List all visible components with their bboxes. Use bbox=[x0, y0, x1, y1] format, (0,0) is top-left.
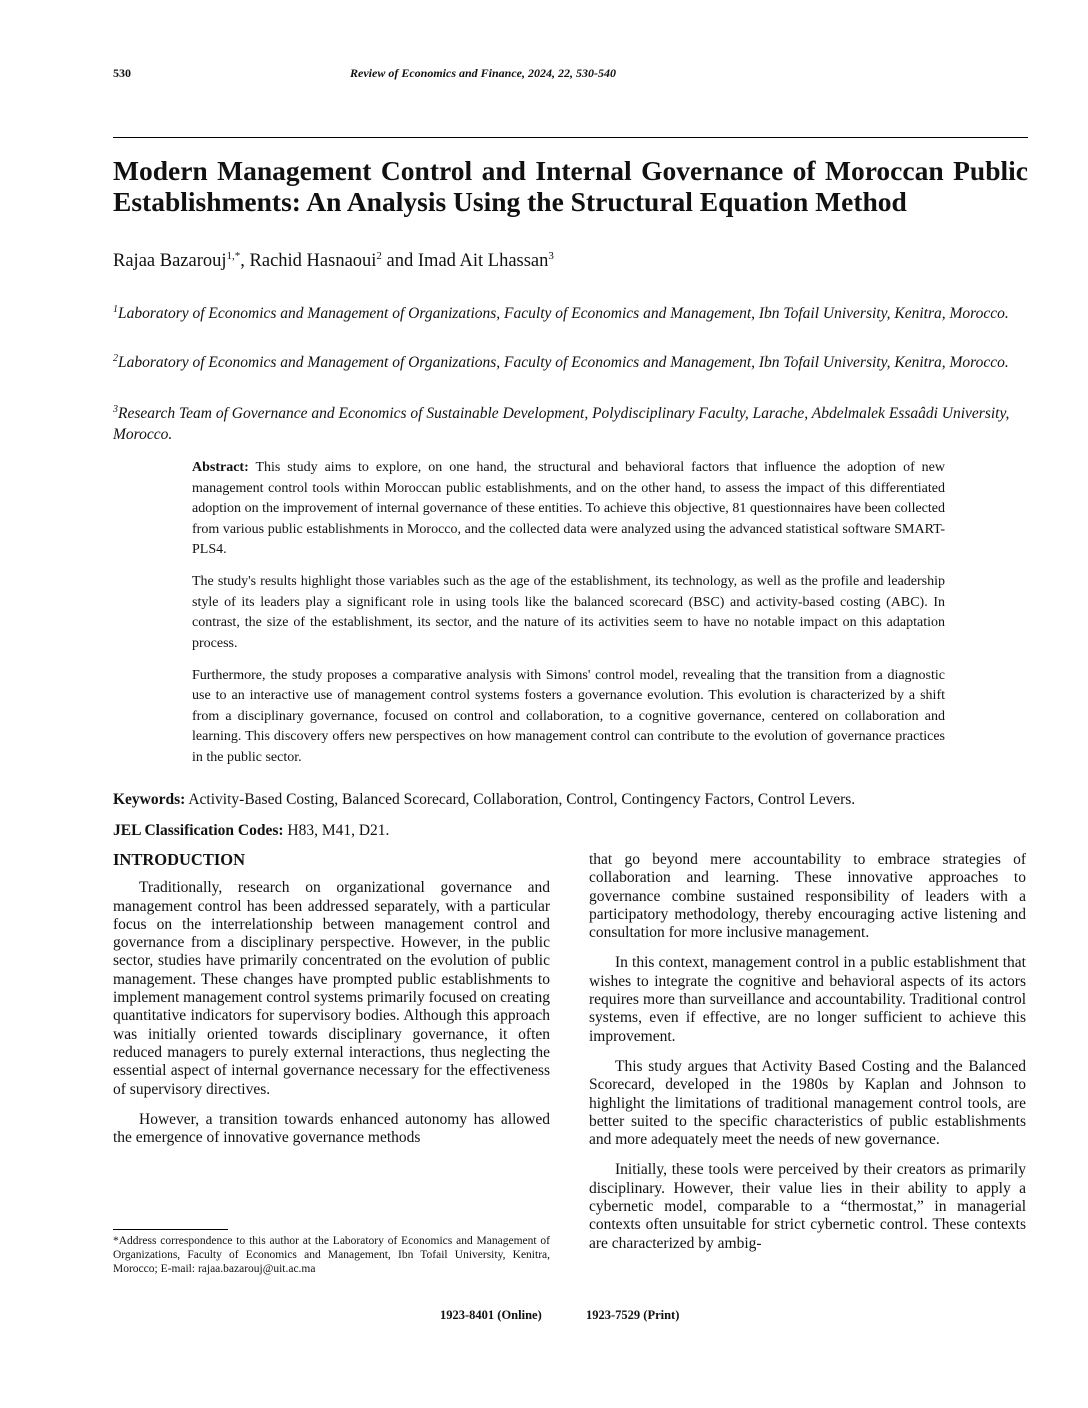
body-paragraph: Initially, these tools were perceived by their creators as primarily disciplinary. However, their value lies in their ability to apply a cybernetic model, comparable to a “thermostat,” in managerial contexts often unsuitable for strict cybernetic control. These contexts are characterized by ambig- bbox=[589, 1161, 1026, 1252]
keywords-label: Keywords: bbox=[113, 791, 186, 808]
affiliation-text: Laboratory of Economics and Management of Organizations, Faculty of Economics and Management, Ibn Tofail University, Kenitra, Morocco. bbox=[118, 354, 1009, 372]
affiliation-2 bbox=[113, 348, 1028, 373]
author-separator: , bbox=[240, 251, 250, 272]
author-list bbox=[113, 250, 554, 272]
issn-online: 1923-8401 (Online) bbox=[440, 1308, 542, 1322]
body-paragraph: This study argues that Activity Based Costing and the Balanced Scorecard, developed in the 1980s by Kaplan and Johnson to highlight the limitations of traditional management control tools, are better suited to the specific characteristics of public establishments and more adequately meet the needs of new governance. bbox=[589, 1057, 1026, 1149]
affiliation-1 bbox=[113, 299, 1028, 324]
footnote-rule bbox=[113, 1229, 228, 1230]
body-column-left bbox=[113, 851, 550, 1159]
affiliation-text: Laboratory of Economics and Management of Organizations, Faculty of Economics and Management, Ibn Tofail University, Kenitra, Morocco. bbox=[118, 305, 1009, 323]
affiliation-text: Research Team of Governance and Economics of Sustainable Development, Polydisciplinary Faculty, Larache, Abdelmalek Essaâdi University, Morocco. bbox=[113, 405, 1010, 444]
issn-print: 1923-7529 (Print) bbox=[586, 1308, 680, 1322]
author-superscript: 3 bbox=[548, 250, 554, 262]
header-rule bbox=[113, 137, 1028, 138]
body-paragraph: Traditionally, research on organizational governance and management control has been addressed separately, with a particular focus on the interrelationship between management control and governance from a disciplinary perspective. However, in the public sector, studies have primarily concentrated on the evolution of public management. These changes have prompted public establishments to implement management control systems primarily focused on creating quantitative indicators for supervisory bodies. Although this approach was initially oriented towards disciplinary governance, it often reduced managers to purely external interactions, thus neglecting the essential aspect of internal governance necessary for the effectiveness of supervisory directives. bbox=[113, 879, 550, 1098]
abstract-paragraph: Furthermore, the study proposes a comparative analysis with Simons' control model, revealing that the transition from a diagnostic use to an interactive use of management control systems fosters a governance evolution. This evolution is characterized by a shift from a disciplinary governance, focused on control and collaboration, to a cognitive governance, centered on collaboration and learning. This discovery offers new perspectives on how management control can contribute to the evolution of governance practices in the public sector. bbox=[192, 667, 945, 765]
affiliation-superscript: 2 bbox=[113, 353, 118, 364]
body-paragraph: However, a transition towards enhanced autonomy has allowed the emergence of innovative governance methods bbox=[113, 1110, 550, 1147]
page-number: 530 bbox=[113, 66, 131, 80]
affiliation-superscript: 3 bbox=[113, 404, 118, 415]
jel-codes-text: H83, M41, D21. bbox=[287, 822, 390, 839]
abstract-paragraph bbox=[192, 458, 945, 561]
body-paragraph: In this context, management control in a public establishment that wishes to integrate the cognitive and behavioral aspects of its actors requires more than surveillance and accountability. Traditional control systems, even if effective, are no longer sufficient to achieve this improvement. bbox=[589, 954, 1026, 1045]
article-title: Modern Management Control and Internal Governance of Moroccan Public Establishments: An Analysis Using the Structural Equation Method bbox=[113, 155, 1028, 217]
affiliation-superscript: 1 bbox=[113, 304, 118, 315]
abstract bbox=[192, 458, 945, 780]
keywords-text: Activity-Based Costing, Balanced Scorecard, Collaboration, Control, Contingency Factors, Control Levers. bbox=[188, 791, 856, 808]
abstract-text: This study aims to explore, on one hand, the structural and behavioral factors that influence the adoption of new management control tools within Moroccan public establishments, and on the other hand, to assess the impact of this differentiated adoption on the improvement of internal governance of these entities. To achieve this objective, 81 questionnaires have been collected from various public establishments in Morocco, and the collected data were analyzed using the advanced statistical software SMART-PLS4. bbox=[192, 460, 946, 557]
author-superscript: 1,* bbox=[226, 250, 241, 262]
running-header-journal: Review of Economics and Finance, 2024, 22, 530-540 bbox=[350, 66, 616, 80]
abstract-label: Abstract: bbox=[192, 460, 249, 475]
body-column-right bbox=[589, 851, 1026, 1265]
correspondence-footnote: *Address correspondence to this author at the Laboratory of Economics and Management of Organizations, Faculty of Economics and Management, Ibn Tofail University, Kenitra, Morocco; E-mail: rajaa.bazarouj@uit.ac.ma bbox=[113, 1235, 550, 1276]
affiliation-3 bbox=[113, 399, 1028, 445]
author-name: Rajaa Bazarouj bbox=[113, 251, 227, 272]
author-superscript: 2 bbox=[376, 250, 382, 262]
keywords-line bbox=[113, 789, 1028, 810]
author-name: Imad Ait Lhassan bbox=[417, 251, 549, 272]
body-paragraph: that go beyond mere accountability to embrace strategies of collaboration and learning. These innovative approaches to governance combine sustained responsibility of leaders with a participatory methodology, thereby encouraging active listening and consultation for more inclusive management. bbox=[589, 851, 1026, 942]
author-name: Rachid Hasnaoui bbox=[249, 251, 377, 272]
jel-codes-line bbox=[113, 820, 1028, 841]
jel-label: JEL Classification Codes: bbox=[113, 822, 284, 839]
section-heading-introduction: INTRODUCTION bbox=[113, 850, 246, 869]
author-separator: and bbox=[381, 251, 418, 272]
abstract-paragraph: The study's results highlight those variables such as the age of the establishment, its technology, as well as the profile and leadership style of its leaders play a significant role in using tools like the balanced scorecard (BSC) and activity-based costing (ABC). In contrast, the size of the establishment, its sector, and the nature of its activities seem to have no notable impact on this adaptation process. bbox=[192, 574, 945, 651]
